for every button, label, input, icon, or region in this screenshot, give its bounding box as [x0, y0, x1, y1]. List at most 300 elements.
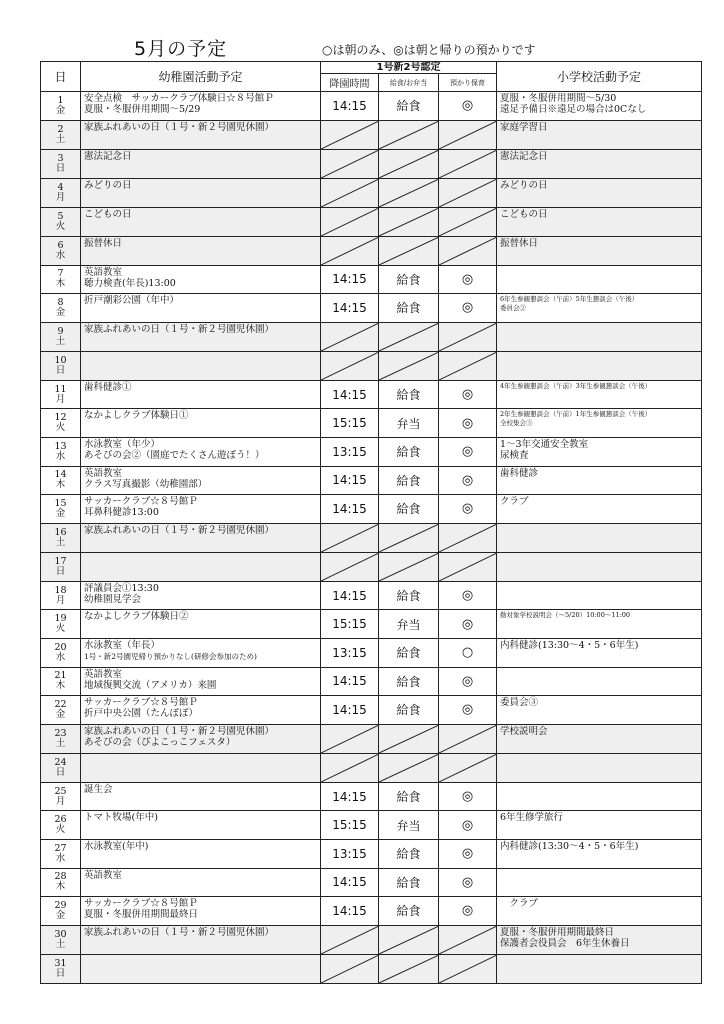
school-activity-cell	[497, 294, 702, 323]
school-activity-cell	[497, 149, 702, 178]
day-cell	[41, 380, 81, 409]
day-number: 29	[54, 899, 67, 911]
col-header-school: 小学校活動予定	[497, 62, 702, 92]
school-activity-cell	[497, 868, 702, 897]
struck-cell	[321, 954, 379, 983]
struck-cell	[439, 523, 497, 552]
day-cell	[41, 581, 81, 610]
strike-diagonal	[439, 553, 497, 581]
day-number: 2	[57, 123, 64, 135]
kinder-activity-text: 水泳教室（年長）	[84, 639, 161, 651]
weekday: 土	[55, 335, 66, 347]
strike-diagonal	[439, 237, 497, 265]
meal-type: 給食	[379, 868, 439, 897]
school-activity-text: 夏服・冬服併用期間最終日	[500, 926, 615, 938]
school-activity-cell	[497, 466, 702, 495]
col-header-day: 日	[41, 62, 81, 92]
strike-diagonal	[321, 150, 379, 178]
day-cell	[41, 925, 81, 954]
struck-cell	[379, 207, 439, 236]
strike-diagonal	[439, 754, 497, 782]
struck-cell	[321, 724, 379, 753]
schedule-row	[41, 322, 702, 351]
strike-diagonal	[439, 121, 497, 149]
day-number: 12	[54, 412, 67, 424]
day-cell	[41, 523, 81, 552]
kinder-activity-cell	[81, 149, 321, 178]
weekday: 金	[55, 708, 66, 720]
struck-cell	[379, 925, 439, 954]
day-number: 7	[57, 268, 64, 280]
kinder-activity-text: 憲法記念日	[84, 150, 132, 162]
school-activity-cell	[497, 724, 702, 753]
day-cell	[41, 954, 81, 983]
day-number: 13	[54, 440, 67, 452]
meal-type: 給食	[379, 839, 439, 868]
care-mark: ◎	[439, 294, 497, 323]
school-activity-cell	[497, 552, 702, 581]
dismissal-time: 14:15	[321, 495, 379, 524]
dismissal-time: 13:15	[321, 437, 379, 466]
school-activity-text: 歯科健診	[500, 467, 539, 479]
day-cell	[41, 437, 81, 466]
strike-diagonal	[321, 352, 379, 380]
weekday: 土	[55, 536, 66, 548]
strike-diagonal	[379, 553, 439, 581]
dismissal-time: 15:15	[321, 409, 379, 438]
school-activity-cell	[497, 322, 702, 351]
kinder-activity-text: サッカークラブ☆８号館Ｐ	[84, 496, 198, 508]
kinder-activity-cell	[81, 897, 321, 926]
kinder-activity-cell	[81, 437, 321, 466]
weekday: 木	[55, 680, 66, 692]
care-mark: ◎	[439, 466, 497, 495]
struck-cell	[439, 207, 497, 236]
schedule-row	[41, 437, 702, 466]
school-activity-cell	[497, 351, 702, 380]
strike-diagonal	[321, 208, 379, 236]
school-activity-text: 夏服・冬服併用期間〜5/30	[500, 93, 617, 104]
school-activity-cell	[497, 236, 702, 265]
care-mark: ◎	[439, 868, 497, 897]
school-activity-cell	[497, 380, 702, 409]
col-header-kinder: 幼稚園活動予定	[81, 62, 321, 92]
schedule-row	[41, 466, 702, 495]
day-cell	[41, 466, 81, 495]
meal-type: 給食	[379, 466, 439, 495]
school-activity-text: 6年生修学旅行	[500, 812, 564, 824]
struck-cell	[439, 351, 497, 380]
day-number: 24	[54, 756, 67, 768]
day-cell	[41, 638, 81, 667]
struck-cell	[439, 925, 497, 954]
struck-cell	[439, 178, 497, 207]
kinder-activity-text: クラス写真撮影（幼稚園部）	[84, 478, 208, 490]
dismissal-time: 14:15	[321, 380, 379, 409]
strike-diagonal	[321, 754, 379, 782]
schedule-table	[40, 61, 702, 984]
weekday: 水	[55, 852, 66, 864]
school-activity-text: 遠足予備日※遠足の場合は0Cなし	[500, 104, 647, 115]
day-cell	[41, 207, 81, 236]
strike-diagonal	[321, 179, 379, 207]
school-activity-text: 家庭学習日	[500, 121, 548, 133]
meal-type: 弁当	[379, 409, 439, 438]
school-activity-cell	[497, 610, 702, 639]
struck-cell	[379, 322, 439, 351]
day-number: 27	[54, 842, 67, 854]
weekday: 火	[55, 220, 66, 232]
strike-diagonal	[321, 121, 379, 149]
care-mark: ◎	[439, 495, 497, 524]
schedule-row	[41, 696, 702, 725]
struck-cell	[439, 954, 497, 983]
kinder-activity-text: なかよしクラブ体験日①	[84, 410, 189, 422]
kinder-activity-cell	[81, 380, 321, 409]
schedule-row	[41, 523, 702, 552]
kinder-activity-text: トマト牧場(年中)	[84, 812, 158, 824]
kinder-activity-text: こどもの日	[84, 208, 132, 220]
day-cell	[41, 753, 81, 782]
care-mark: ◎	[439, 380, 497, 409]
kinder-activity-text: あそびの会（ぴよこっこフェスタ）	[84, 736, 236, 748]
school-activity-cell	[497, 92, 702, 121]
care-mark: ◎	[439, 667, 497, 696]
school-activity-cell	[497, 581, 702, 610]
day-number: 16	[54, 526, 67, 538]
day-number: 23	[54, 727, 67, 739]
strike-diagonal	[379, 524, 439, 552]
schedule-row	[41, 581, 702, 610]
kinder-activity-cell	[81, 265, 321, 294]
weekday: 木	[55, 881, 66, 893]
struck-cell	[379, 523, 439, 552]
school-activity-cell	[497, 638, 702, 667]
kinder-activity-text: 家族ふれあいの日（１号・新２号園児休園）	[84, 926, 275, 938]
day-cell	[41, 92, 81, 121]
kinder-activity-text: 夏服・冬服併用期間最終日	[84, 909, 199, 921]
weekday: 木	[55, 278, 66, 290]
weekday: 日	[55, 162, 66, 174]
schedule-row	[41, 236, 702, 265]
day-cell	[41, 610, 81, 639]
care-mark: ○	[439, 638, 497, 667]
day-number: 21	[54, 670, 67, 682]
kinder-activity-cell	[81, 954, 321, 983]
day-cell	[41, 178, 81, 207]
kinder-activity-text: 地域復興交流（アメリカ）来園	[84, 679, 217, 691]
kinder-activity-cell	[81, 811, 321, 840]
schedule-row	[41, 380, 702, 409]
schedule-row	[41, 178, 702, 207]
kinder-activity-text: 振替休日	[84, 237, 123, 249]
col-header-group: 1号新2号認定	[321, 62, 497, 74]
strike-diagonal	[439, 352, 497, 380]
kinder-activity-cell	[81, 753, 321, 782]
schedule-row	[41, 667, 702, 696]
schedule-row	[41, 149, 702, 178]
day-number: 26	[54, 814, 67, 826]
school-activity-cell	[497, 120, 702, 149]
day-cell	[41, 322, 81, 351]
kinder-activity-cell	[81, 638, 321, 667]
school-activity-text: 6年生参観懇談会（午前）5年生懇談会（午後）	[500, 295, 639, 304]
day-cell	[41, 495, 81, 524]
schedule-row	[41, 351, 702, 380]
school-activity-text: 1〜3年交通安全教室	[500, 438, 589, 450]
strike-diagonal	[321, 323, 379, 351]
day-number: 11	[54, 383, 67, 395]
kinder-activity-text: 聴力検査(年長)13:00	[84, 277, 176, 289]
care-mark: ◎	[439, 811, 497, 840]
school-activity-text: 2年生参観懇談会（午前）1年生参観懇談会（午後）	[500, 410, 652, 419]
school-activity-text: 勤対象学校説明会（〜5/20）10:00〜11:00	[500, 611, 631, 620]
weekday: 月	[55, 594, 66, 606]
day-number: 9	[57, 325, 64, 337]
weekday: 月	[55, 795, 66, 807]
school-activity-text: クラブ	[500, 496, 529, 508]
day-cell	[41, 351, 81, 380]
struck-cell	[321, 552, 379, 581]
schedule-row	[41, 120, 702, 149]
day-cell	[41, 265, 81, 294]
schedule-row	[41, 839, 702, 868]
kinder-activity-cell	[81, 92, 321, 121]
kinder-activity-text: 英語教室	[84, 668, 123, 680]
day-cell	[41, 897, 81, 926]
kinder-activity-text: サッカークラブ☆８号館Ｐ	[84, 697, 198, 709]
strike-diagonal	[379, 237, 439, 265]
day-number: 8	[57, 296, 64, 308]
strike-diagonal	[379, 208, 439, 236]
schedule-row	[41, 92, 702, 121]
school-activity-cell	[497, 437, 702, 466]
school-activity-cell	[497, 954, 702, 983]
page-title: 5月の予定	[134, 38, 228, 60]
day-number: 18	[54, 584, 67, 596]
school-activity-text: 内科健診(13:30〜4・5・6年生)	[500, 639, 639, 651]
struck-cell	[379, 236, 439, 265]
strike-diagonal	[379, 150, 439, 178]
weekday: 日	[55, 364, 66, 376]
schedule-row	[41, 495, 702, 524]
meal-type: 弁当	[379, 610, 439, 639]
school-activity-cell	[497, 925, 702, 954]
day-number: 14	[54, 469, 67, 481]
school-activity-text: 尿検査	[500, 449, 529, 461]
weekday: 土	[55, 938, 66, 950]
school-activity-text: 振替休日	[500, 237, 539, 249]
dismissal-time: 14:15	[321, 581, 379, 610]
school-activity-text: こどもの日	[500, 208, 548, 220]
kinder-activity-text: 英語教室	[84, 266, 123, 278]
day-cell	[41, 552, 81, 581]
strike-diagonal	[439, 179, 497, 207]
struck-cell	[439, 236, 497, 265]
kinder-activity-text: 評議員会①13:30	[84, 582, 159, 594]
kinder-activity-text: あそびの会②（園庭でたくさん遊ぼう！）	[84, 449, 265, 461]
day-number: 19	[54, 613, 67, 625]
day-cell	[41, 667, 81, 696]
kinder-activity-cell	[81, 552, 321, 581]
day-cell	[41, 724, 81, 753]
strike-diagonal	[379, 725, 439, 753]
meal-type: 給食	[379, 638, 439, 667]
col-header-meal: 給食/お弁当	[379, 74, 439, 92]
struck-cell	[321, 753, 379, 782]
day-cell	[41, 120, 81, 149]
kinder-activity-cell	[81, 120, 321, 149]
school-activity-text: クラブ	[500, 898, 539, 910]
kinder-activity-cell	[81, 868, 321, 897]
weekday: 金	[55, 909, 66, 921]
schedule-row	[41, 265, 702, 294]
struck-cell	[439, 149, 497, 178]
weekday: 水	[55, 651, 66, 663]
schedule-row	[41, 724, 702, 753]
kinder-activity-text: 誕生会	[84, 783, 113, 795]
struck-cell	[439, 724, 497, 753]
kinder-activity-cell	[81, 724, 321, 753]
day-cell	[41, 149, 81, 178]
weekday: 火	[55, 623, 66, 635]
dismissal-time: 14:15	[321, 667, 379, 696]
strike-diagonal	[321, 237, 379, 265]
kinder-activity-cell	[81, 667, 321, 696]
meal-type: 給食	[379, 437, 439, 466]
kinder-activity-text: サッカークラブ☆８号館Ｐ	[84, 898, 198, 910]
day-number: 4	[57, 181, 64, 193]
kinder-activity-text: 水泳教室(年中)	[84, 840, 149, 852]
kinder-activity-text: 歯科健診①	[84, 381, 132, 393]
strike-diagonal	[439, 524, 497, 552]
weekday: 月	[55, 191, 66, 203]
kinder-activity-cell	[81, 207, 321, 236]
strike-diagonal	[379, 955, 439, 983]
strike-diagonal	[439, 955, 497, 983]
school-activity-cell	[497, 178, 702, 207]
school-activity-text: 委員会③	[500, 697, 539, 709]
kinder-activity-text: 英語教室	[84, 467, 123, 479]
school-activity-cell	[497, 811, 702, 840]
kinder-activity-cell	[81, 466, 321, 495]
strike-diagonal	[379, 179, 439, 207]
schedule-body	[41, 92, 702, 984]
kinder-activity-cell	[81, 495, 321, 524]
weekday: 金	[55, 507, 66, 519]
strike-diagonal	[379, 926, 439, 954]
strike-diagonal	[321, 553, 379, 581]
school-activity-text: みどりの日	[500, 179, 548, 191]
school-activity-cell	[497, 782, 702, 811]
schedule-row	[41, 207, 702, 236]
struck-cell	[439, 120, 497, 149]
strike-diagonal	[321, 926, 379, 954]
weekday: 月	[55, 393, 66, 405]
meal-type: 給食	[379, 380, 439, 409]
school-activity-cell	[497, 207, 702, 236]
struck-cell	[321, 207, 379, 236]
kinder-activity-text: 安全点検 サッカークラブ体験日☆８号館Ｐ	[84, 93, 274, 104]
schedule-row	[41, 552, 702, 581]
kinder-activity-cell	[81, 581, 321, 610]
kinder-activity-text: 家族ふれあいの日（１号・新２号園児休園）	[84, 725, 275, 737]
strike-diagonal	[321, 725, 379, 753]
strike-diagonal	[379, 121, 439, 149]
weekday: 金	[55, 104, 66, 116]
kinder-activity-cell	[81, 351, 321, 380]
weekday: 金	[55, 306, 66, 318]
dismissal-time: 15:15	[321, 811, 379, 840]
school-activity-cell	[497, 495, 702, 524]
struck-cell	[321, 351, 379, 380]
kinder-activity-cell	[81, 294, 321, 323]
weekday: 日	[55, 967, 66, 979]
struck-cell	[321, 149, 379, 178]
school-activity-cell	[497, 839, 702, 868]
dismissal-time: 13:15	[321, 638, 379, 667]
care-mark: ◎	[439, 839, 497, 868]
day-number: 30	[54, 928, 67, 940]
school-activity-text: 保護者会役員会 6年生休養日	[500, 937, 630, 949]
day-number: 31	[54, 957, 67, 969]
struck-cell	[439, 322, 497, 351]
kinder-activity-text: 家族ふれあいの日（１号・新２号園児休園）	[84, 323, 275, 335]
care-mark: ◎	[439, 409, 497, 438]
struck-cell	[379, 149, 439, 178]
struck-cell	[379, 724, 439, 753]
kinder-activity-text: 折戸潮彩公園（年中）	[84, 295, 180, 307]
struck-cell	[379, 120, 439, 149]
schedule-row	[41, 868, 702, 897]
struck-cell	[321, 925, 379, 954]
dismissal-time: 14:15	[321, 696, 379, 725]
schedule-row	[41, 954, 702, 983]
meal-type: 給食	[379, 265, 439, 294]
weekday: 土	[55, 737, 66, 749]
kinder-activity-cell	[81, 782, 321, 811]
day-cell	[41, 696, 81, 725]
strike-diagonal	[439, 926, 497, 954]
strike-diagonal	[321, 955, 379, 983]
meal-type: 弁当	[379, 811, 439, 840]
care-mark: ◎	[439, 437, 497, 466]
day-number: 22	[54, 698, 67, 710]
schedule-row	[41, 294, 702, 323]
day-cell	[41, 782, 81, 811]
struck-cell	[379, 351, 439, 380]
weekday: 水	[55, 249, 66, 261]
kinder-activity-text: みどりの日	[84, 179, 132, 191]
school-activity-text: 全校集会③	[500, 419, 533, 428]
school-activity-text: 4年生参観懇談会（午前）3年生参観懇談会（午後）	[500, 381, 652, 390]
dismissal-time: 14:15	[321, 868, 379, 897]
school-activity-cell	[497, 667, 702, 696]
strike-diagonal	[321, 524, 379, 552]
meal-type: 給食	[379, 495, 439, 524]
kinder-activity-cell	[81, 925, 321, 954]
dismissal-time: 14:15	[321, 782, 379, 811]
school-activity-text: 学校説明会	[500, 725, 548, 737]
kinder-activity-text: 水泳教室（年少）	[84, 438, 161, 450]
day-number: 3	[57, 152, 64, 164]
meal-type: 給食	[379, 294, 439, 323]
schedule-row	[41, 610, 702, 639]
weekday: 火	[55, 824, 66, 836]
struck-cell	[379, 178, 439, 207]
meal-type: 給食	[379, 92, 439, 121]
kinder-activity-text: 英語教室	[84, 869, 123, 881]
